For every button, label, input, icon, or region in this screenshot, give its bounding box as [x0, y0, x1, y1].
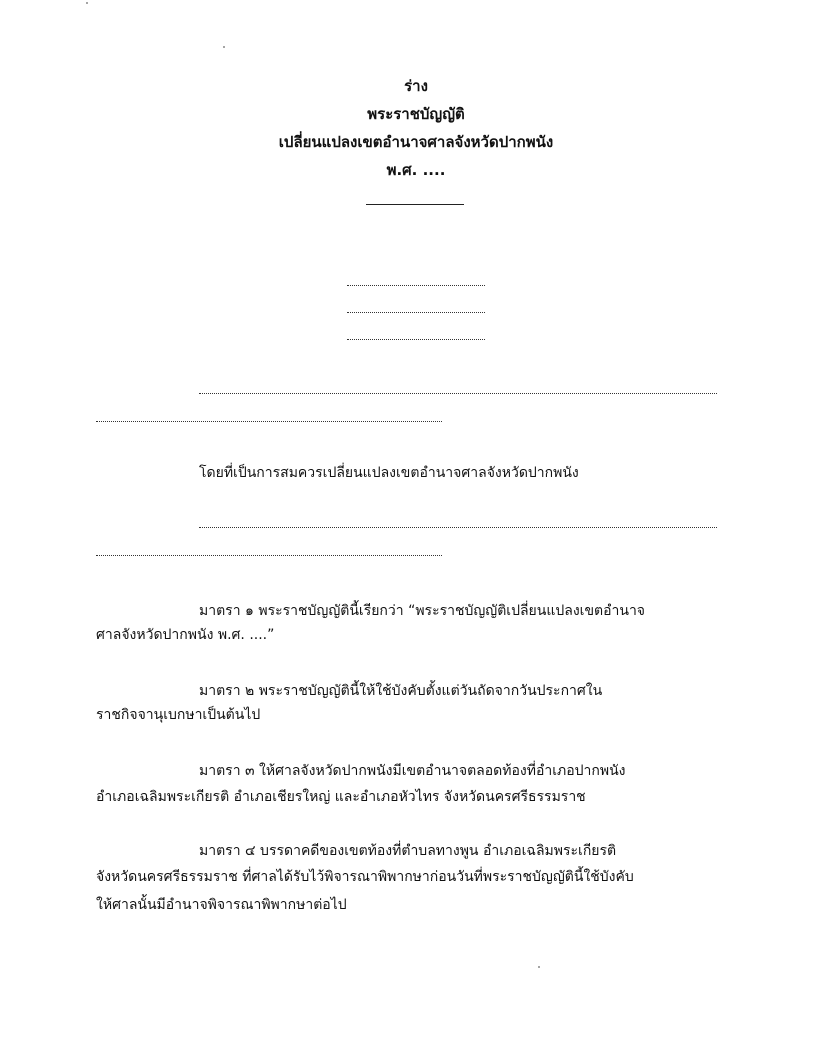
enactment-blank-line-1	[199, 527, 717, 529]
signature-blank-2	[347, 312, 485, 314]
scan-speck	[86, 2, 88, 4]
enactment-blank-line-2	[96, 555, 442, 557]
section-2-line-1: มาตรา ๒ พระราชบัญญัตินี้ให้ใช้บังคับตั้งแต่วันถัดจากวันประกาศใน	[199, 683, 603, 699]
section-4-line-1: มาตรา ๔ บรรดาคดีของเขตท้องที่ตำบลทางพูน อำเภอเฉลิมพระเกียรติ	[199, 843, 617, 859]
preamble-blank-line-2	[96, 421, 442, 423]
act-title: เปลี่ยนแปลงเขตอำนาจศาลจังหวัดปากพนัง	[278, 133, 554, 151]
signature-blank-3	[347, 339, 485, 341]
section-1-line-1: มาตรา ๑ พระราชบัญญัตินี้เรียกว่า “พระราชบัญญัติเปลี่ยนแปลงเขตอำนาจ	[199, 603, 646, 619]
signature-blank-1	[347, 285, 485, 287]
scan-speck	[223, 46, 225, 48]
section-3-line-1: มาตรา ๓ ให้ศาลจังหวัดปากพนังมีเขตอำนาจตลอดท้องที่อำเภอปากพนัง	[199, 763, 626, 779]
draft-label: ร่าง	[404, 77, 428, 95]
whereas-clause: โดยที่เป็นการสมควรเปลี่ยนแปลงเขตอำนาจศาลจังหวัดปากพนัง	[199, 465, 579, 481]
scan-speck	[538, 966, 540, 968]
section-2-line-2: ราชกิจจานุเบกษาเป็นต้นไป	[96, 707, 261, 723]
section-4-line-3: ให้ศาลนั้นมีอำนาจพิจารณาพิพากษาต่อไป	[96, 897, 347, 913]
section-1-line-2: ศาลจังหวัดปากพนัง พ.ศ. ....”	[96, 627, 275, 643]
act-label: พระราชบัญญัติ	[367, 105, 465, 123]
title-underline	[366, 204, 464, 205]
section-4-line-2: จังหวัดนครศรีธรรมราช ที่ศาลได้รับไว้พิจารณาพิพากษาก่อนวันที่พระราชบัญญัตินี้ใช้บังคับ	[96, 869, 634, 885]
year-label: พ.ศ. ....	[386, 161, 446, 179]
preamble-blank-line-1	[199, 393, 717, 395]
section-3-line-2: อำเภอเฉลิมพระเกียรติ อำเภอเชียรใหญ่ และอำเภอหัวไทร จังหวัดนครศรีธรรมราช	[96, 789, 586, 805]
